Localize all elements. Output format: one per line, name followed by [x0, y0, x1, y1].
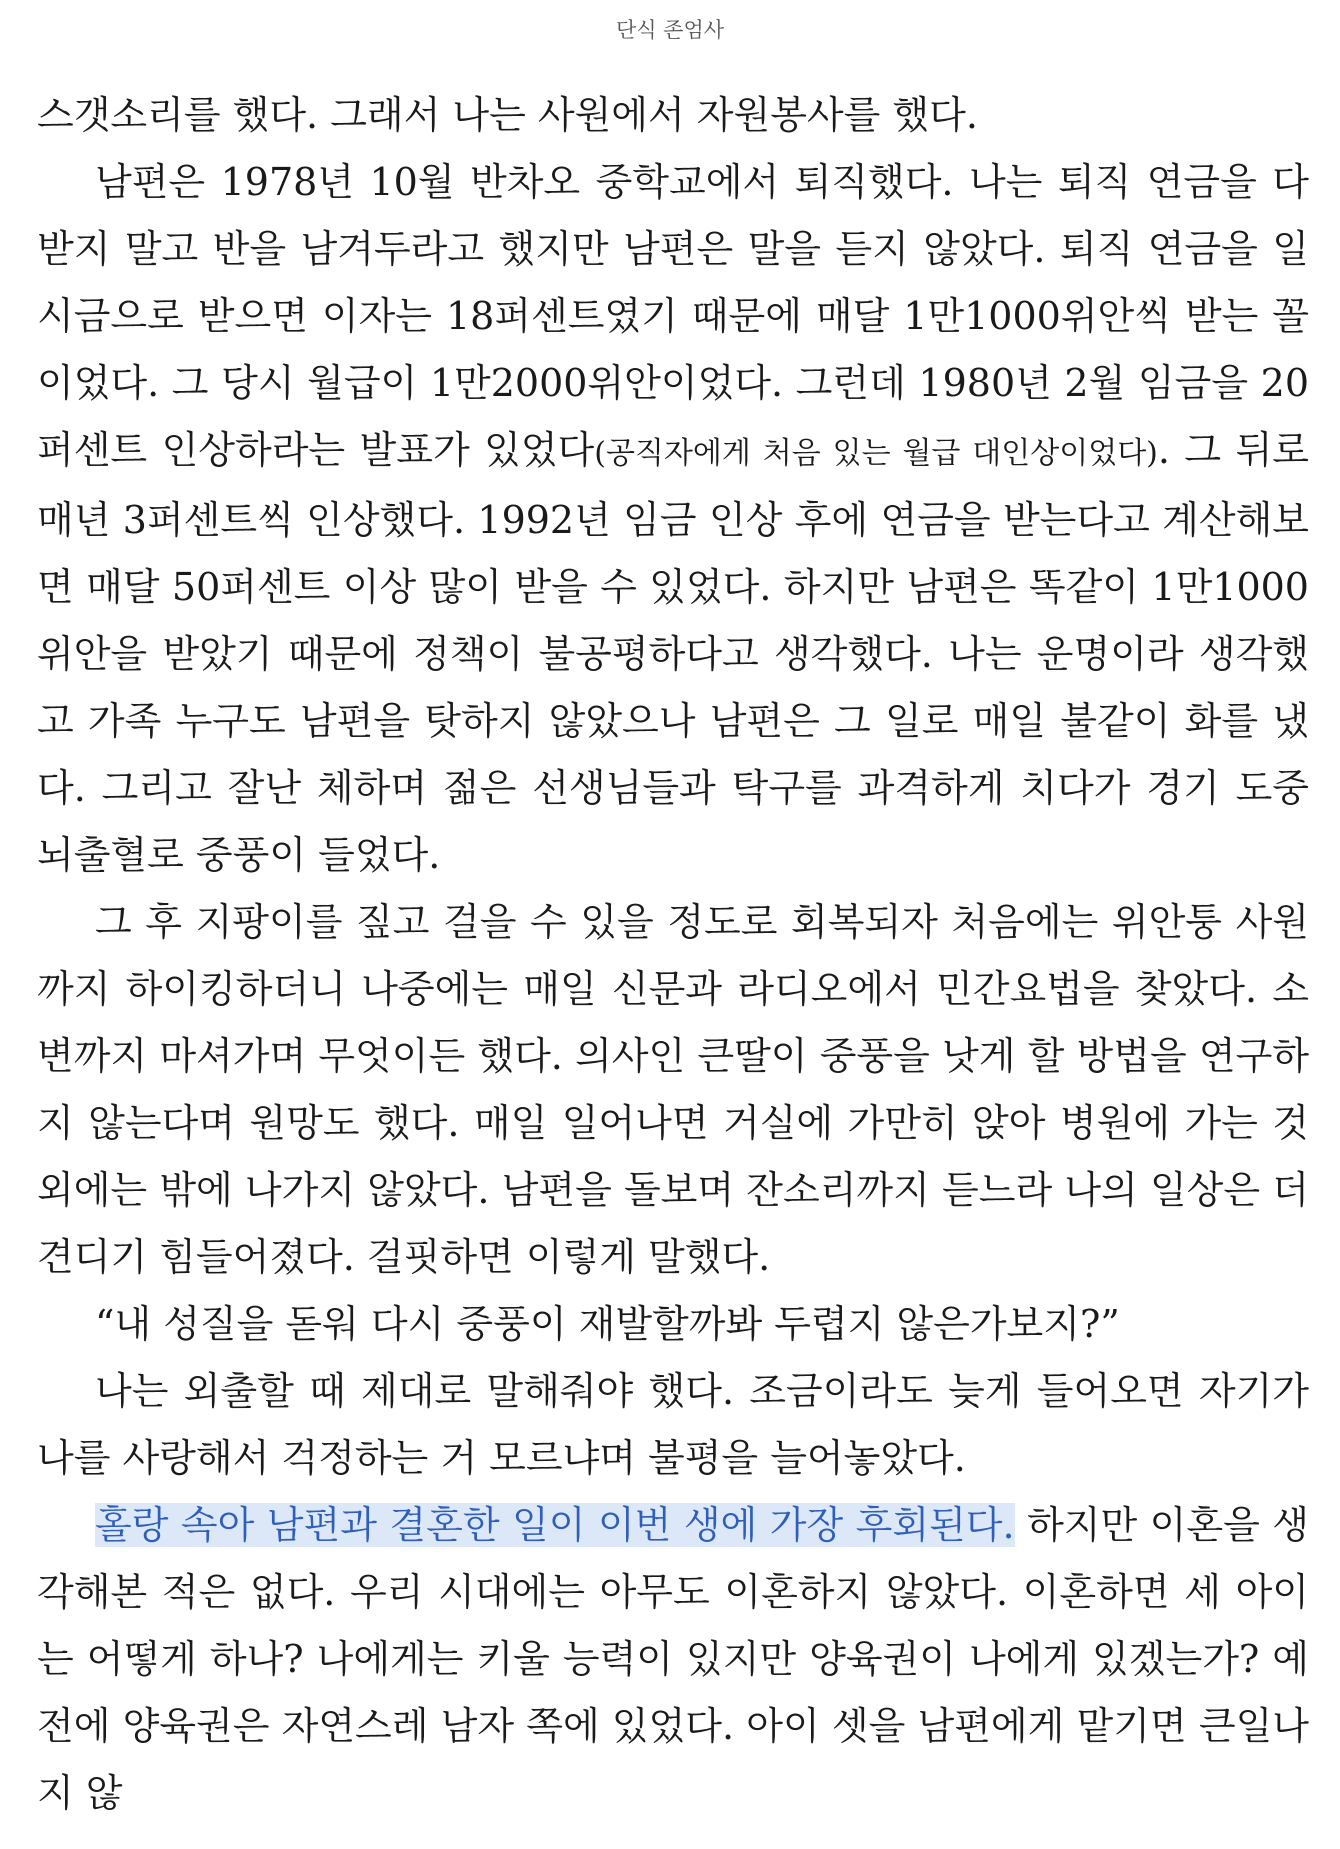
book-text — [37, 82, 1309, 1827]
paragraph: 그 후 지팡이를 짚고 걸을 수 있을 정도로 회복되자 처음에는 위안퉁 사원까지 하이킹하더니 나중에는 매일 신문과 라디오에서 민간요법을 찾았다. 소변까지 마셔가며 무엇이든 했다. 의사인 큰딸이 중풍을 낫게 할 방법을 연구하지 않는다며 원망도 했다. 매일 일어나면 거실에 가만히 앉아 병원에 가는 것 외에는 밖에 나가지 않았다. 남편을 돌보며 잔소리까지 듣느라 나의 일상은 더 견디기 힘들어졌다. 걸핏하면 이렇게 말했다. — [37, 900, 1309, 1279]
paragraph-text: 하지만 이혼을 생각해본 적은 없다. 우리 시대에는 아무도 이혼하지 않았다. 이혼하면 세 아이는 어떻게 하나? 나에게는 키울 능력이 있지만 양육권이 나에게 있겠는가? 예전에 양육권은 자연스레 남자 쪽에 있었다. 아이 셋을 남편에게 맡기면 큰일나지 않 — [37, 1503, 1309, 1815]
paragraph-text: . 그 뒤로 매년 3퍼센트씩 인상했다. 1992년 임금 인상 후에 연금을 받는다고 계산해보면 매달 50퍼센트 이상 많이 받을 수 있었다. 하지만 남편은 똑같이 1만1000위안을 받았기 때문에 정책이 불공평하다고 생각했다. 나는 운명이라 생각했고 가족 누구도 남편을 탓하지 않았으나 남편은 그 일로 매일 불같이 화를 냈다. 그리고 잘난 체하며 젊은 선생님들과 탁구를 과격하게 치다가 경기 도중 뇌출혈로 중풍이 들었다. — [37, 428, 1309, 877]
paragraph-text: 남편은 1978년 10월 반차오 중학교에서 퇴직했다. 나는 퇴직 연금을 다 받지 말고 반을 남겨두라고 했지만 남편은 말을 듣지 않았다. 퇴직 연금을 일시금으로 받으면 이자는 18퍼센트였기 때문에 매달 1만1000위안씩 받는 꼴이었다. 그 당시 월급이 1만2000위안이었다. 그런데 1980년 2월 임금을 20퍼센트 인상하라는 발표가 있었다 — [37, 160, 1309, 472]
highlighted-text[interactable]: 홀랑 속아 남편과 결혼한 일이 이번 생에 가장 후회된다. — [95, 1503, 1015, 1547]
paragraph — [37, 149, 1309, 889]
quote-paragraph: “내 성질을 돋워 다시 중풍이 재발할까봐 두렵지 않은가보지?” — [95, 1302, 1120, 1346]
paragraph: 스갯소리를 했다. 그래서 나는 사원에서 자원봉사를 했다. — [37, 93, 978, 137]
paragraph: 나는 외출할 때 제대로 말해줘야 했다. 조금이라도 늦게 들어오면 자기가 나를 사랑해서 걱정하는 거 모르냐며 불평을 늘어놓았다. — [37, 1369, 1309, 1480]
parenthetical-note: (공직자에게 처음 있는 월급 대인상이었다) — [594, 436, 1158, 471]
page-header: 단식 존엄사 — [615, 18, 725, 42]
paragraph — [37, 1492, 1309, 1827]
